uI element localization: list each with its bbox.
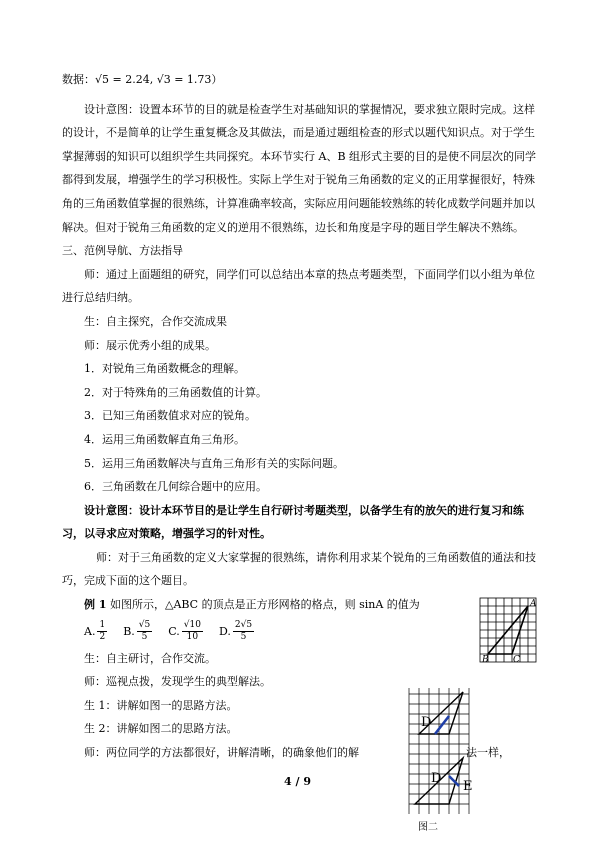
list-item: 4．运用三角函数解直角三角形。 — [84, 432, 245, 446]
option-b: B. $\frac{√5}{5}$ — [123, 620, 151, 643]
label-c: C — [513, 655, 520, 664]
section-heading-3: 三、范例导航、方法指导 — [62, 244, 183, 258]
data-expression: √5 = 2.24, √3 = 1.73 — [95, 73, 212, 86]
list-item: 3．已知三角函数值求对应的锐角。 — [84, 409, 256, 423]
list-item: 2．对于特殊角的三角函数值的计算。 — [84, 385, 267, 399]
list-item: 1．对锐角三角函数概念的理解。 — [84, 362, 245, 376]
example-label: 例 1 — [84, 598, 107, 612]
list-item: 6．三角函数在几何综合题中的应用。 — [84, 480, 267, 494]
student-2-line: 生 2：讲解如图二的思路方法。 — [84, 722, 238, 736]
design-intent-paragraph-2: 设计意图：设计本环节目的是让学生自行研讨考题类型，以备学生有的放矢的进行复习和练习，以寻求应对策略，增强学习的针对性。 — [62, 503, 524, 541]
teacher-line-2: 师：展示优秀小组的成果。 — [84, 338, 216, 352]
page-number: 4 / 9 — [284, 775, 311, 788]
label-b: B — [482, 655, 489, 664]
design-intent-paragraph-1: 设计意图：设置本环节的目的就是检查学生对基础知识的掌握情况，要求独立限时完成。这样的设计，不是简单的让学生重复概念及其做法，而是通过题组检查的形式以题代知识点。对于学生掌握薄弱的知识可以组织学生共同探究。本环节实行 A、B 组形式主要的目的是使不同层次的同学都得到发展，增强学生的学习积极性。实际上学生对于锐角三角函数的定义的正用掌握很好，特殊角的三角函数值掌握的很熟练，计算准确率较高，实际应用问题能较熟练的转化成数学问题并加以解决。但对于锐角三角函数的定义的逆用不很熟练，边长和角度是字母的题目学生解决不熟练。 — [62, 102, 537, 234]
teacher-line-3: 师：对于三角函数的定义大家掌握的很熟练，请你利用求某个锐角的三角函数值的通法和技巧，完成下面的这个题目。 — [62, 550, 536, 588]
label-a: A — [530, 599, 537, 609]
option-d: D. $\frac{2√5}{5}$ — [218, 620, 253, 643]
list-item: 5．运用三角函数解决与直角三角形有关的实际问题。 — [84, 456, 344, 470]
teacher-line-1: 师：通过上面题组的研究，同学们可以总结出本章的热点考题类型，下面同学们以小组为单位进行总结归纳。 — [62, 267, 535, 305]
teacher-line-4: 师：巡视点拨，发现学生的典型解法。 — [84, 675, 271, 689]
option-a: A. $\frac{1}{2}$ — [84, 620, 106, 643]
label-d-top: D — [421, 715, 432, 730]
student-1-line: 生 1：讲解如图一的思路方法。 — [84, 698, 238, 712]
figure-2-grid — [405, 686, 485, 816]
label-e: E — [463, 779, 473, 794]
teacher-line-5: 师：两位同学的方法都很好，讲解清晰，的确象他们的解 法一样， — [84, 746, 510, 760]
option-c: C. $\frac{√10}{10}$ — [168, 620, 201, 643]
student-line-2: 生：自主研讨，合作交流。 — [84, 651, 216, 665]
label-d-bottom: D — [431, 771, 442, 786]
student-line-1: 生：自主探究，合作交流成果 — [84, 314, 227, 328]
figure-2-caption: 图二 — [418, 822, 438, 833]
figure-1-grid — [412, 594, 540, 664]
data-line: 数据：√5 = 2.24, √3 = 1.73） — [62, 73, 223, 86]
example-question: 如图所示，△ABC 的顶点是正方形网格的格点，则 sinA 的值为 — [109, 598, 420, 612]
